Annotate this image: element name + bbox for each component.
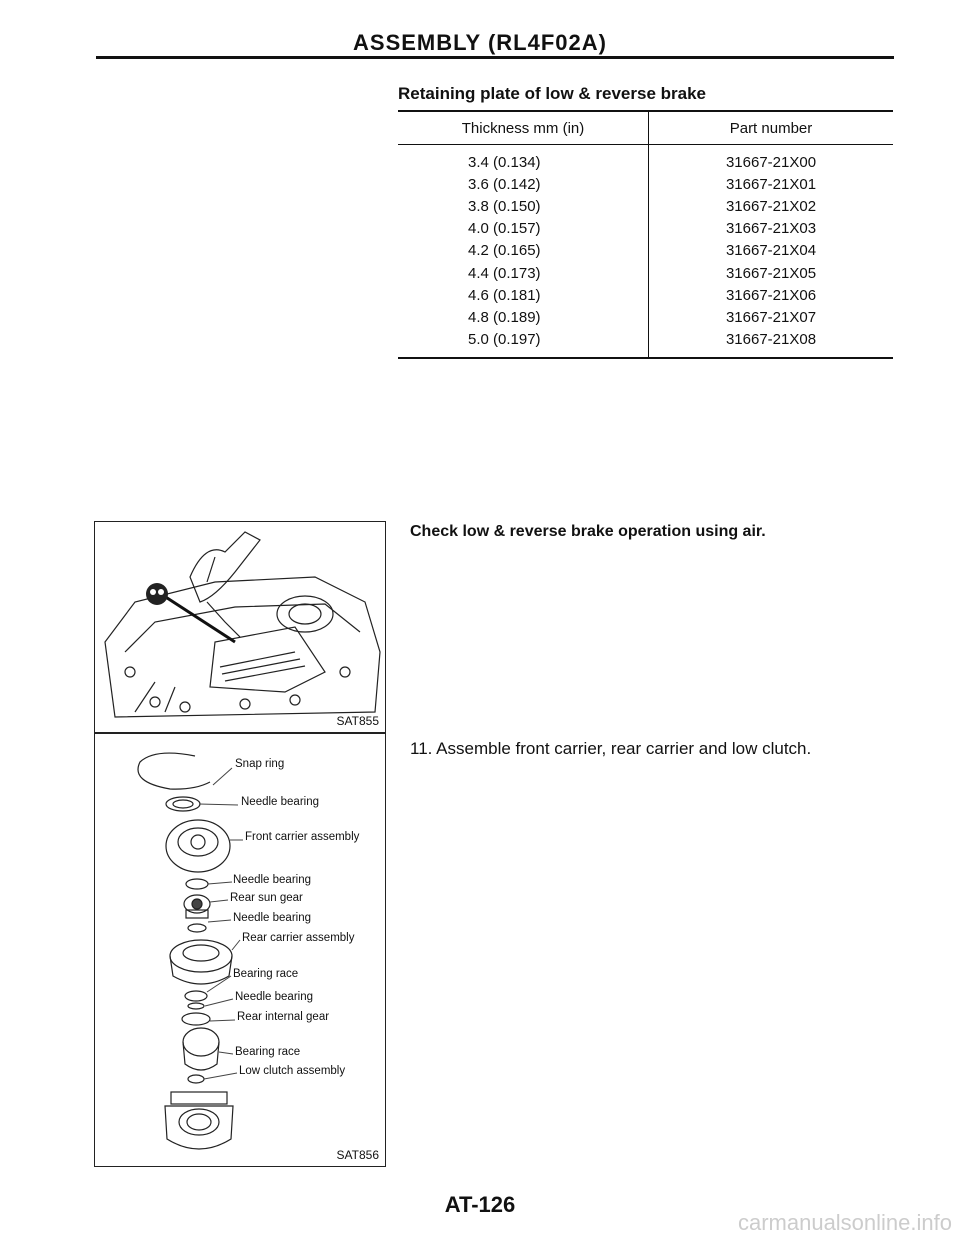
part-label: Needle bearing <box>241 796 320 808</box>
thickness-cell: 3.8 (0.150) <box>398 195 649 217</box>
part-number-cell: 31667-21X03 <box>725 220 817 238</box>
part-number-cell: 31667-21X02 <box>725 197 817 215</box>
page-number: AT-126 <box>444 1192 516 1217</box>
part-label: Bearing race <box>233 968 299 980</box>
part-label: Rear internal gear <box>237 1011 330 1023</box>
table-row <box>398 173 893 195</box>
thickness-cell: 4.8 (0.189) <box>398 306 649 328</box>
header-rule <box>96 56 894 59</box>
page-title: ASSEMBLY (RL4F02A) <box>353 30 607 55</box>
part-label: Needle bearing <box>235 991 314 1003</box>
table-row <box>398 306 893 328</box>
column-header-thickness: Thickness mm (in) <box>398 111 649 145</box>
thickness-cell: 4.6 (0.181) <box>398 284 649 306</box>
figure-brake-air-check <box>94 521 386 733</box>
part-number-cell: 31667-21X05 <box>725 264 817 282</box>
thickness-cell: 4.2 (0.165) <box>398 240 649 262</box>
figure-exploded-carrier-assembly <box>94 733 386 1167</box>
thickness-cell: 4.0 (0.157) <box>398 218 649 240</box>
part-label: Front carrier assembly <box>245 831 360 843</box>
part-label: Snap ring <box>235 758 285 770</box>
part-number-cell: 31667-21X04 <box>725 242 817 260</box>
figure-code: SAT856 <box>336 1148 379 1162</box>
column-header-part-number: Part number <box>649 111 894 145</box>
table-row <box>398 240 893 262</box>
thickness-cell: 3.4 (0.134) <box>398 145 649 174</box>
part-number-cell: 31667-21X07 <box>725 308 817 326</box>
table-row <box>398 145 893 174</box>
table-row <box>398 262 893 284</box>
table-row <box>398 195 893 217</box>
part-label: Bearing race <box>235 1046 301 1058</box>
part-number-cell: 31667-21X06 <box>725 286 817 304</box>
thickness-cell: 5.0 (0.197) <box>398 329 649 358</box>
footer-watermark: carmanualsonline.info <box>737 1210 952 1235</box>
retaining-plate-table <box>398 110 893 359</box>
table-title: Retaining plate of low & reverse brake <box>398 84 706 103</box>
part-number-cell: 31667-21X00 <box>725 153 817 171</box>
table-row <box>398 329 893 358</box>
part-label: Rear carrier assembly <box>242 932 355 944</box>
table-row <box>398 284 893 306</box>
thickness-cell: 3.6 (0.142) <box>398 173 649 195</box>
part-label: Needle bearing <box>233 874 312 886</box>
part-label: Rear sun gear <box>230 892 303 904</box>
exploded-parts-illustration <box>95 734 385 1166</box>
table-row <box>398 218 893 240</box>
part-label: Low clutch assembly <box>239 1065 346 1077</box>
part-number-cell: 31667-21X01 <box>725 175 817 193</box>
part-number-cell: 31667-21X08 <box>725 331 817 349</box>
thickness-cell: 4.4 (0.173) <box>398 262 649 284</box>
part-label: Needle bearing <box>233 912 312 924</box>
step-11-instruction: 11. Assemble front carrier, rear carrier and low clutch. <box>410 739 812 758</box>
transmission-case-illustration <box>95 522 385 732</box>
check-instruction: Check low & reverse brake operation using air. <box>410 523 766 540</box>
figure-code: SAT855 <box>336 714 379 728</box>
